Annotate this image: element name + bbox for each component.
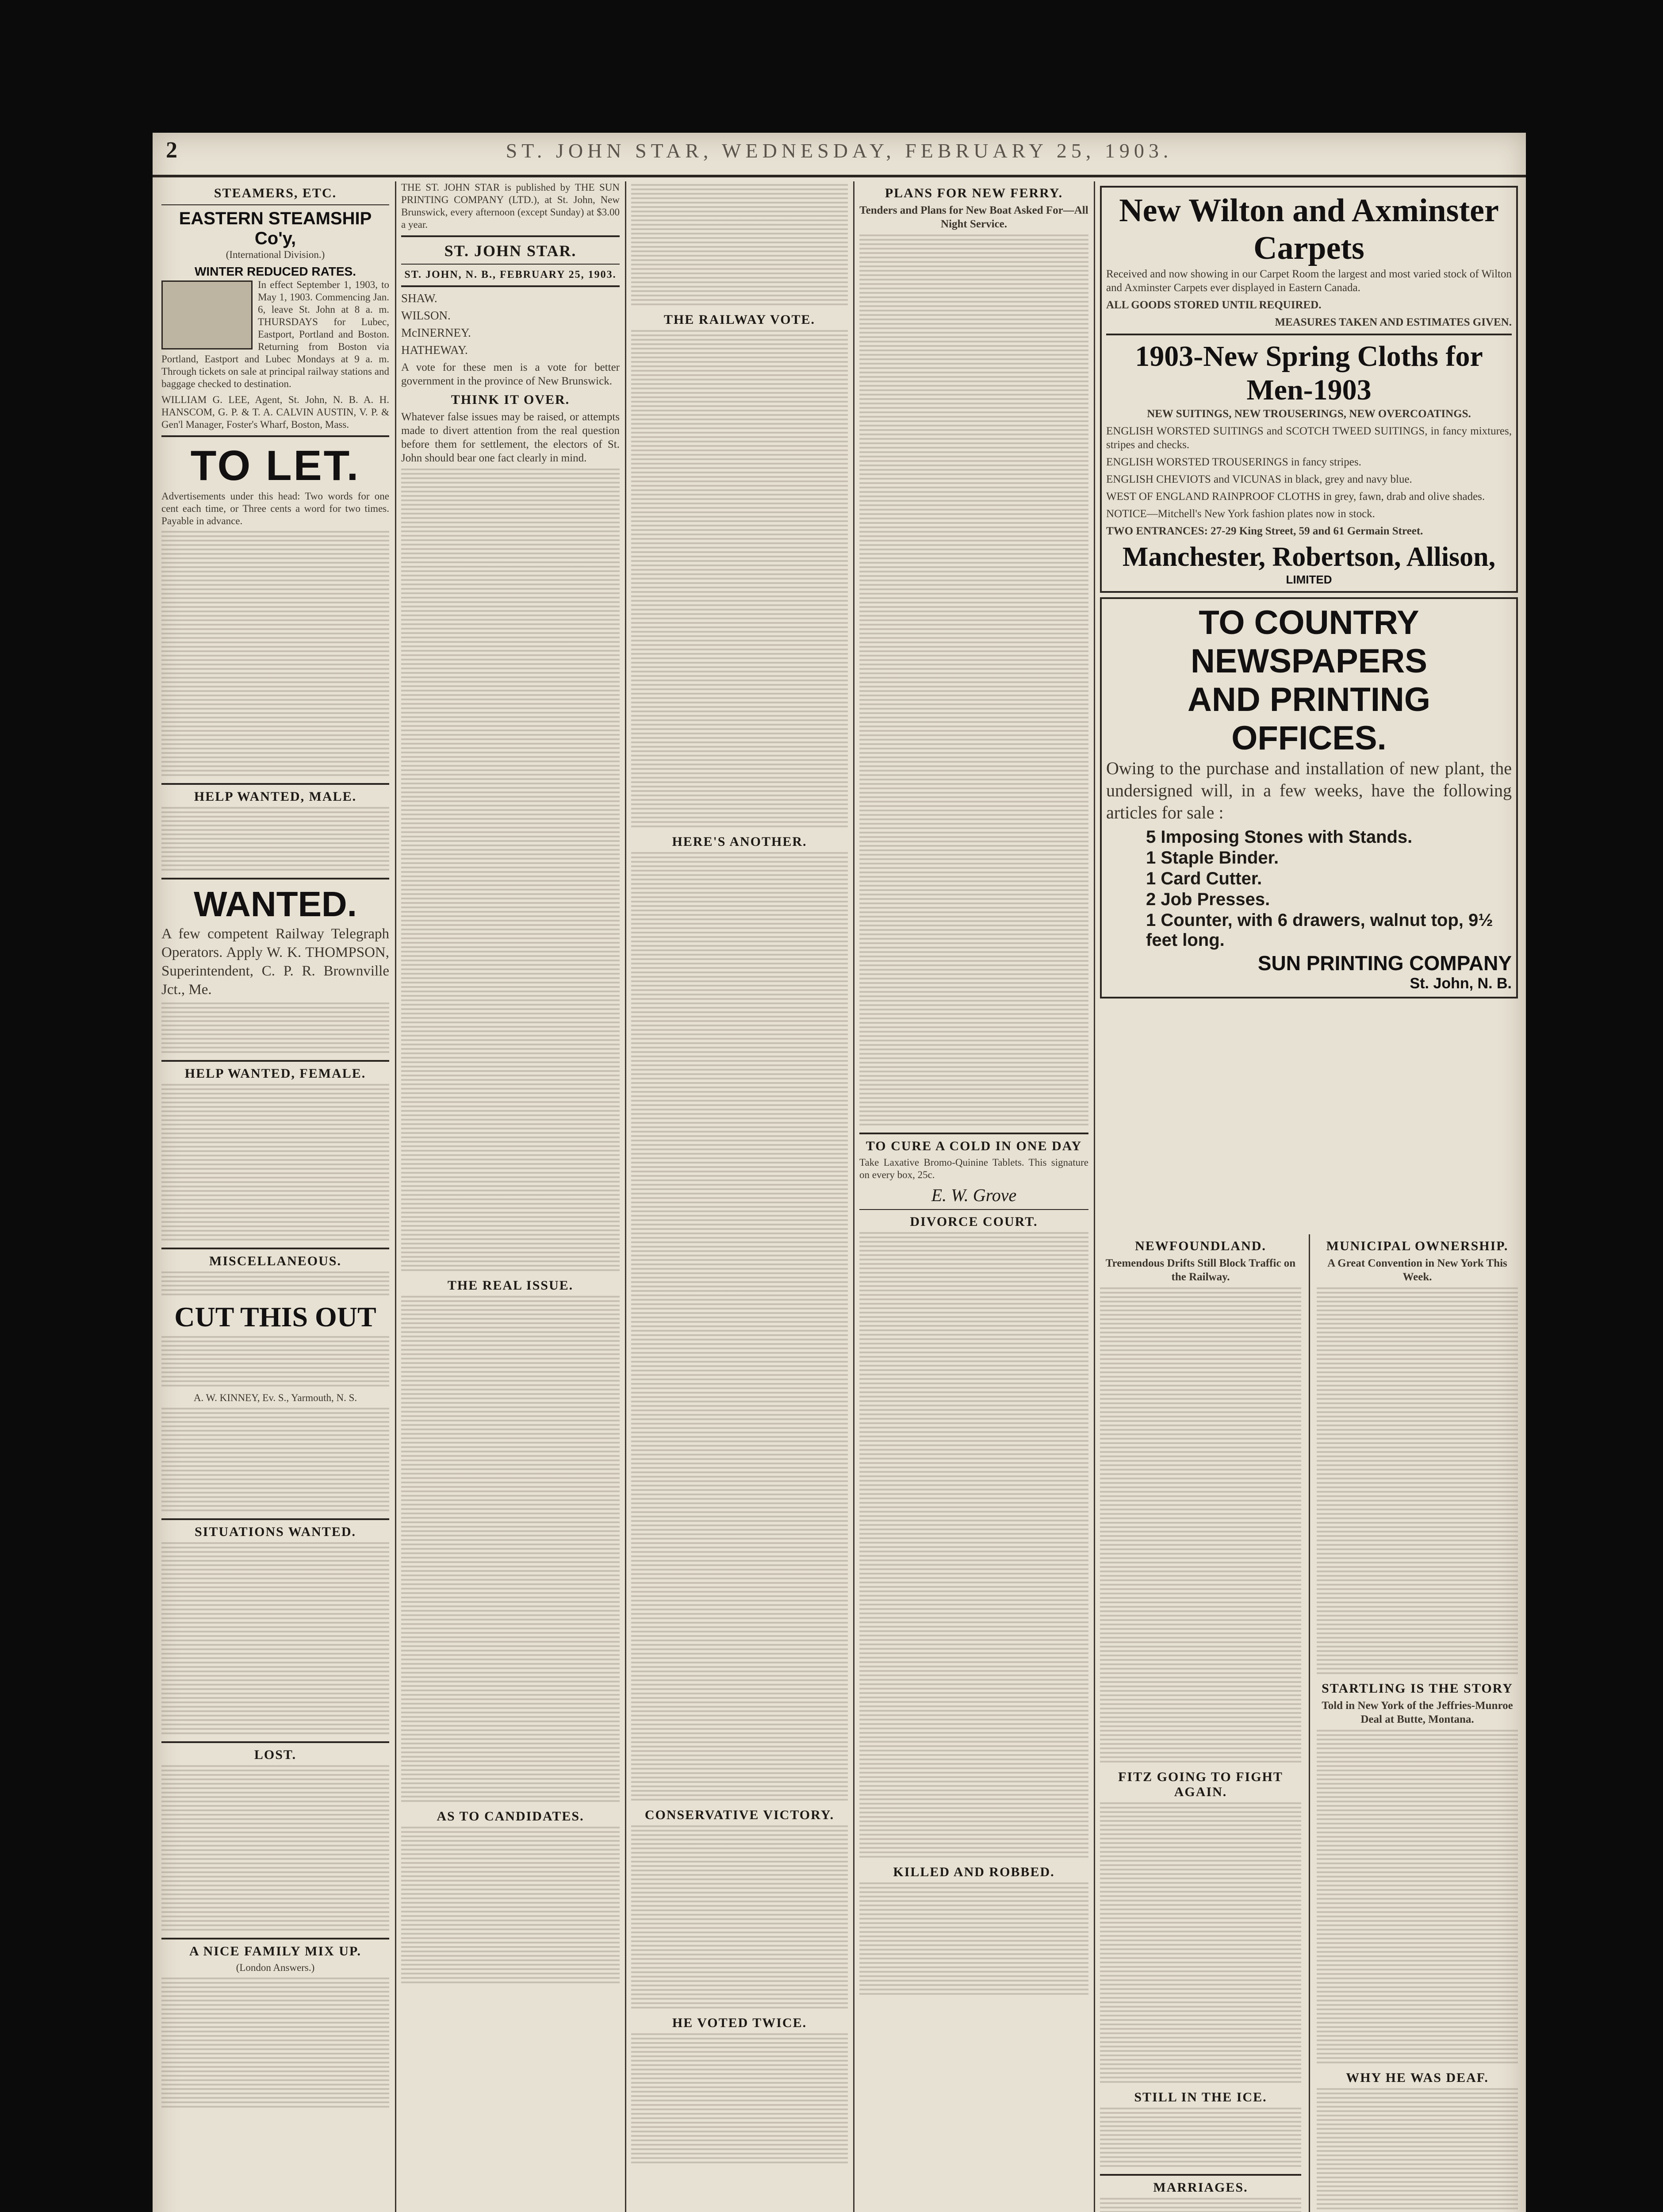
startling-body: [1317, 1730, 1518, 2066]
printing-item-2: 1 Staple Binder.: [1146, 848, 1279, 868]
marriages-body: [1100, 2198, 1301, 2212]
cloths-item-4: WEST OF ENGLAND RAINPROOF CLOTHS in grey, fawn, drab and olive shades.: [1106, 491, 1485, 503]
municipal-body: [1317, 1287, 1518, 1677]
masthead-title: ST. JOHN STAR, WEDNESDAY, FEBRUARY 25, 1903.: [506, 139, 1173, 162]
printing-city: St. John, N. B.: [1410, 975, 1512, 992]
divider: [401, 235, 620, 237]
as-to-candidates-body: [401, 1827, 620, 1986]
page-number: 2: [166, 138, 177, 163]
steamship-illustration: [161, 280, 253, 349]
divider: [161, 1938, 389, 1939]
family-mixup-body: [161, 1978, 389, 2110]
printing-item-1: 5 Imposing Stones with Stands.: [1146, 827, 1413, 847]
divider: [161, 1248, 389, 1249]
help-wanted-male-listings: [161, 807, 389, 873]
conservative-victory-body: [631, 1825, 848, 2011]
divider: [161, 1518, 389, 1520]
conservative-victory-heading: CONSERVATIVE VICTORY.: [644, 1808, 835, 1822]
carpets-body: Received and now showing in our Carpet Room the largest and most varied stock of Wilton and Axminster Carpets ever displayed in Eastern Canada.: [1106, 268, 1512, 294]
killed-robbed-heading: KILLED AND ROBBED.: [893, 1865, 1055, 1879]
wanted-body: A few competent Railway Telegraph Operators. Apply W. K. THOMPSON, Superintendent, C. P. R. Brownville Jct., Me.: [161, 926, 389, 998]
divider: [161, 435, 389, 437]
eastern-steamship-body: In effect September 1, 1903, to May 1, 1903. Commencing Jan. 6, leave St. John at 8 a. m. THURSDAYS for Lubec, Eastport, Portland and Boston. Returning from Boston via Portland, Eastport and Lubec Mondays at 9 a. m. Through tickets on sale at principal railway stations and baggage checked to destination.: [161, 279, 389, 389]
divider: [1106, 334, 1512, 335]
cloths-notice: NOTICE—Mitchell's New York fashion plates now in stock.: [1106, 508, 1375, 520]
divorce-court-body: [859, 1232, 1088, 1860]
firm-limited: LIMITED: [1286, 573, 1332, 586]
why-deaf-heading: WHY HE WAS DEAF.: [1346, 2070, 1489, 2085]
carpets-goods-note: ALL GOODS STORED UNTIL REQUIRED.: [1106, 299, 1322, 311]
candidate-wilson: WILSON.: [401, 309, 451, 322]
misc-listings: [161, 1408, 389, 1514]
printing-title-line1: TO COUNTRY NEWSPAPERS: [1191, 604, 1427, 680]
railway-vote-heading: THE RAILWAY VOTE.: [663, 312, 816, 327]
printing-item-5: 1 Counter, with 6 drawers, walnut top, 9½ feet long.: [1146, 910, 1493, 950]
editorial-continued: [631, 184, 848, 308]
lost-listings: [161, 1765, 389, 1933]
wanted-title: WANTED.: [194, 884, 357, 924]
cloths-item-1: ENGLISH WORSTED SUITINGS and SCOTCH TWEED SUITINGS, in fancy mixtures, stripes and checks.: [1106, 425, 1512, 451]
editorial-dateline: ST. JOHN, N. B., FEBRUARY 25, 1903.: [404, 269, 617, 280]
fitz-heading: FITZ GOING TO FIGHT AGAIN.: [1118, 1770, 1283, 1799]
situations-wanted-heading: SITUATIONS WANTED.: [195, 1525, 356, 1539]
help-wanted-male-heading: HELP WANTED, MALE.: [194, 789, 357, 804]
as-to-candidates-heading: AS TO CANDIDATES.: [437, 1809, 584, 1824]
newfoundland-heading: NEWFOUNDLAND.: [1135, 1239, 1266, 1253]
column-5a: [1100, 1234, 1301, 2212]
divider: [401, 285, 620, 287]
why-deaf-body: [1317, 2088, 1518, 2212]
new-ferry-heading: PLANS FOR NEW FERRY.: [885, 186, 1063, 200]
carpets-title: New Wilton and Axminster Carpets: [1119, 192, 1499, 266]
eastern-steamship-subtitle: (International Division.): [226, 249, 325, 260]
publisher-note: THE ST. JOHN STAR is published by THE SUN PRINTING COMPANY (LTD.), at St. John, New Brunswick, every afternoon (except Sunday) at $3.00 a year.: [401, 182, 620, 230]
divider: [401, 264, 620, 265]
killed-robbed-body: [859, 1882, 1088, 1997]
candidate-shaw: SHAW.: [401, 292, 437, 305]
printing-ad: [1100, 597, 1518, 998]
to-let-listings: [161, 531, 389, 779]
column-4: [859, 181, 1088, 2000]
voted-twice-heading: HE VOTED TWICE.: [672, 2016, 807, 2030]
miscellaneous-heading: MISCELLANEOUS.: [209, 1254, 341, 1268]
wanted-listings: [161, 1002, 389, 1056]
divider: [161, 878, 389, 879]
still-in-ice-body: [1100, 2108, 1301, 2170]
printing-item-3: 1 Card Cutter.: [1146, 869, 1262, 888]
startling-heading: STARTLING IS THE STORY: [1322, 1681, 1513, 1696]
spring-cloths-title: 1903-New Spring Cloths for Men-1903: [1135, 340, 1483, 406]
column-2: [401, 181, 620, 1989]
newfoundland-body: [1100, 1287, 1301, 1765]
column-rule: [625, 181, 626, 2212]
cut-this-out-title: CUT THIS OUT: [174, 1301, 376, 1333]
heres-another-heading: HERE'S ANOTHER.: [672, 834, 807, 849]
help-wanted-female-heading: HELP WANTED, FEMALE.: [184, 1066, 366, 1081]
masthead: [153, 133, 1526, 177]
heres-another-body: [631, 852, 848, 1803]
column-1: [161, 181, 389, 2113]
real-issue-body: [401, 1296, 620, 1805]
divider: [161, 1741, 389, 1743]
cure-cold-heading: TO CURE A COLD IN ONE DAY: [866, 1139, 1082, 1153]
steamers-heading: STEAMERS, ETC.: [214, 186, 337, 200]
paper-name: ST. JOHN STAR.: [444, 242, 577, 260]
printing-item-4: 2 Job Presses.: [1146, 890, 1270, 909]
kinney-address: A. W. KINNEY, Ev. S., Yarmouth, N. S.: [193, 1392, 357, 1403]
printing-title-line2: AND PRINTING OFFICES.: [1188, 681, 1430, 757]
divider: [161, 1060, 389, 1062]
column-3: [631, 181, 848, 2169]
vote-note: A vote for these men is a vote for better government in the province of New Brunswick.: [401, 361, 620, 387]
railway-vote-body: [631, 330, 848, 830]
divider: [1100, 2174, 1301, 2176]
eastern-steamship-agents: WILLIAM G. LEE, Agent, St. John, N. B. A. H. HANSCOM, G. P. & T. A. CALVIN AUSTIN, V. P. & Gen'l Manager, Foster's Wharf, Boston, Mass.: [161, 394, 389, 430]
family-mixup-source: (London Answers.): [236, 1962, 315, 1973]
new-ferry-body: [859, 234, 1088, 1128]
cloths-item-3: ENGLISH CHEVIOTS and VICUNAS in black, grey and navy blue.: [1106, 473, 1412, 485]
municipal-subheading: A Great Convention in New York This Week.: [1327, 1257, 1507, 1283]
newfoundland-subheading: Tremendous Drifts Still Block Traffic on the Railway.: [1105, 1257, 1296, 1283]
winter-rates-title: WINTER REDUCED RATES.: [194, 265, 356, 278]
startling-subheading: Told in New York of the Jeffries-Munroe Deal at Butte, Montana.: [1322, 1700, 1513, 1725]
candidate-hatheway: HATHEWAY.: [401, 343, 468, 357]
divider: [161, 783, 389, 785]
candidate-mcinerney: McINERNEY.: [401, 326, 471, 339]
firm-name: Manchester, Robertson, Allison,: [1122, 542, 1496, 572]
to-let-title: TO LET.: [190, 442, 360, 489]
think-it-over-heading: THINK IT OVER.: [451, 392, 570, 407]
column-rule: [1309, 1234, 1310, 2212]
miscellaneous-listings: [161, 1271, 389, 1298]
column-5b: [1317, 1234, 1518, 2212]
carpets-measures-note: MEASURES TAKEN AND ESTIMATES GIVEN.: [1275, 316, 1512, 328]
marriages-heading: MARRIAGES.: [1153, 2180, 1248, 2195]
divider: [859, 1209, 1088, 1210]
divorce-court-heading: DIVORCE COURT.: [910, 1214, 1038, 1229]
help-wanted-female-listings: [161, 1084, 389, 1243]
two-entrances: TWO ENTRANCES: 27-29 King Street, 59 and 61 Germain Street.: [1106, 525, 1423, 537]
eastern-steamship-title: EASTERN STEAMSHIP Co'y,: [179, 209, 372, 248]
grove-signature: E. W. Grove: [931, 1185, 1017, 1205]
fitz-body: [1100, 1802, 1301, 2085]
situations-listings: [161, 1542, 389, 1737]
newspaper-page: [153, 133, 1526, 2212]
column-rule: [395, 181, 396, 2212]
spring-cloths-subtitle: NEW SUITINGS, NEW TROUSERINGS, NEW OVERCOATINGS.: [1147, 408, 1471, 420]
printing-body: Owing to the purchase and installation of new plant, the undersigned will, in a few weeks, have the following articles for sale :: [1106, 758, 1512, 822]
column-rule: [853, 181, 854, 2212]
municipal-heading: MUNICIPAL OWNERSHIP.: [1326, 1239, 1509, 1253]
think-it-over-body: [401, 469, 620, 1274]
carpets-ad: [1100, 186, 1518, 593]
column-5: [1100, 181, 1518, 2195]
lost-heading: LOST.: [254, 1747, 297, 1762]
family-mixup-heading: A NICE FAMILY MIX UP.: [189, 1944, 361, 1959]
printing-company: SUN PRINTING COMPANY: [1257, 952, 1512, 975]
cut-this-out-body: [161, 1336, 389, 1389]
to-let-body: Advertisements under this head: Two words for one cent each time, or Three cents a word for two times. Payable in advance.: [161, 491, 389, 526]
cloths-item-2: ENGLISH WORSTED TROUSERINGS in fancy stripes.: [1106, 456, 1361, 468]
still-in-ice-heading: STILL IN THE ICE.: [1134, 2090, 1267, 2104]
think-it-over-lead: Whatever false issues may be raised, or attempts made to divert attention from the real question before them for settlement, the electors of St. John should bear one fact clearly in mind.: [401, 411, 620, 464]
divider: [161, 204, 389, 205]
voted-twice-body: [631, 2033, 848, 2166]
column-rule: [1094, 181, 1095, 2212]
divider: [859, 1133, 1088, 1134]
real-issue-heading: THE REAL ISSUE.: [447, 1278, 574, 1293]
new-ferry-subheading: Tenders and Plans for New Boat Asked For—All Night Service.: [859, 204, 1088, 230]
cure-cold-body: Take Laxative Bromo-Quinine Tablets. This signature on every box, 25c.: [859, 1157, 1088, 1180]
